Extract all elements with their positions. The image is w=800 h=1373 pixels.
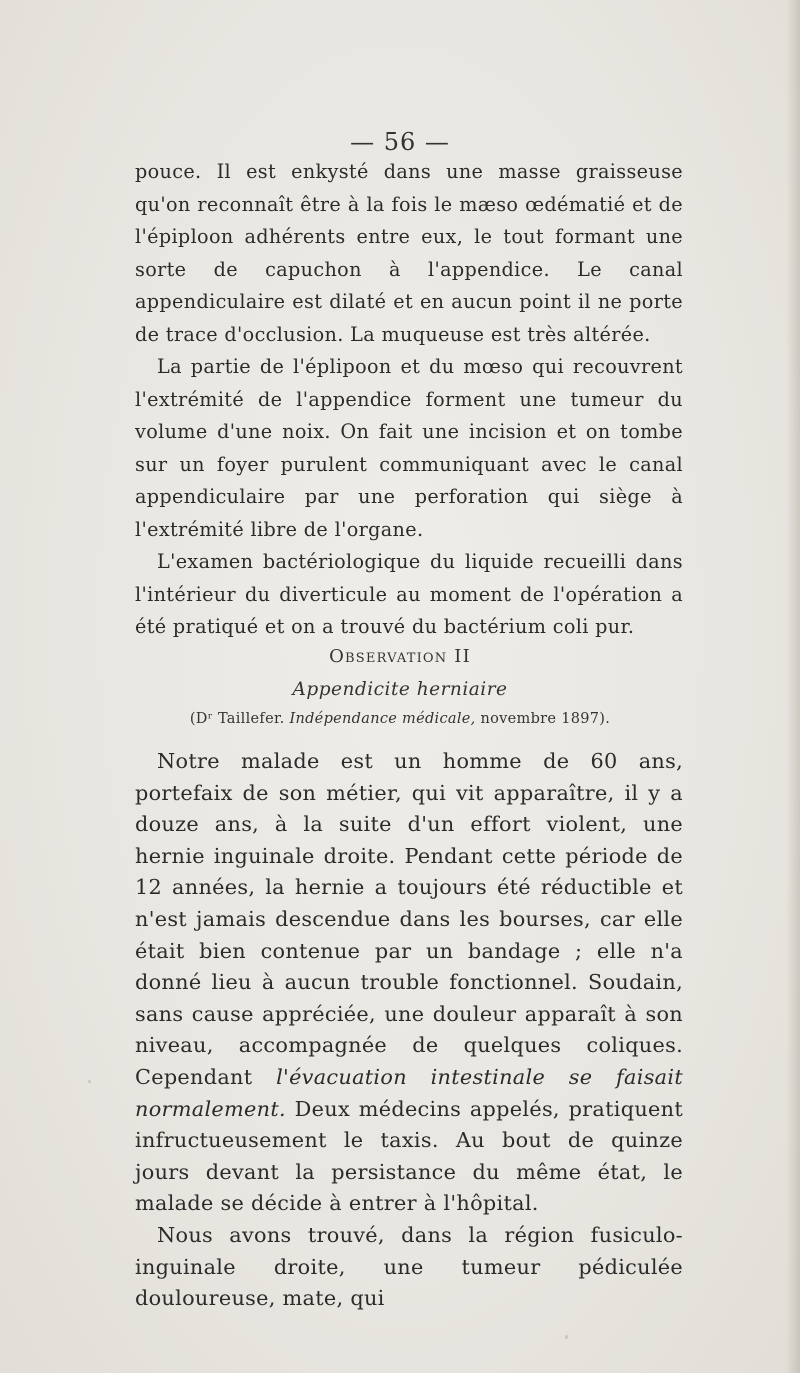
observation-source xyxy=(0,711,800,727)
source-journal: Indépendance médicale, xyxy=(289,711,476,727)
observation-text-block xyxy=(135,746,683,1315)
paragraph-examen: L'examen bactériologique du liquide recueilli dans l'intérieur du diverticule au moment de l'opération a été pratiqué et on a trouvé du bactérium coli pur. xyxy=(135,550,683,638)
paragraph-tumeur: La partie de l'éplipoon et du mœso qui recouvrent l'extrémité de l'appendice forment une tumeur du volume d'une noix. On fait une incision et on tombe sur un foyer purulent communiquant avec le canal appendiculaire par une perforation qui siège à l'extrémité libre de l'organe. xyxy=(135,355,683,541)
source-suffix: novembre 1897). xyxy=(475,711,611,727)
paragraph-continuation: pouce. Il est enkysté dans une masse graisseuse qu'on reconnaît être à la fois le mæso œdématié et de l'épiploon adhérents entre eux, le tout formant une sorte de capuchon à l'appendice. Le canal appendiculaire est dilaté et en aucun point il ne porte de trace d'occlusion. La muqueuse est très altérée. xyxy=(135,160,683,346)
malade-text-italic: l'évacuation intestinale se faisait normalement. xyxy=(135,1064,683,1121)
page-number: — 56 — xyxy=(350,128,450,156)
paragraph-malade xyxy=(135,746,683,1220)
source-prefix: (Dʳ Taillefer. xyxy=(189,711,290,727)
malade-text-1: Notre malade est un homme de 60 ans, portefaix de son métier, qui vit apparaître, il y a douze ans, à la suite d'un effort violent, une hernie inguinale droite. Pendant cette période de 12 années, la hernie a toujours été réductible et n'est jamais descendue dans les bourses, car elle était bien contenue par un bandage ; elle n'a donné lieu à aucun trouble fonctionnel. Soudain, sans cause appréciée, une douleur apparaît à son niveau, accompagnée de quelques coliques. Cependant xyxy=(135,749,683,1089)
top-text-block xyxy=(135,156,683,644)
paragraph-region: Nous avons trouvé, dans la région fusiculo-inguinale droite, une tumeur pédiculée douloureuse, mate, qui xyxy=(135,1222,683,1311)
malade-text-2: Deux médecins appelés, pratiquent infructueusement le taxis. Au bout de quinze jours devant la persistance du même état, le malade se décide à entrer à l'hôpital. xyxy=(135,1096,683,1216)
observation-subtitle: Appendicite herniaire xyxy=(292,679,508,700)
observation-title: Observation II xyxy=(329,646,471,667)
paper-speck xyxy=(88,1080,91,1083)
paper-speck xyxy=(565,1335,568,1339)
